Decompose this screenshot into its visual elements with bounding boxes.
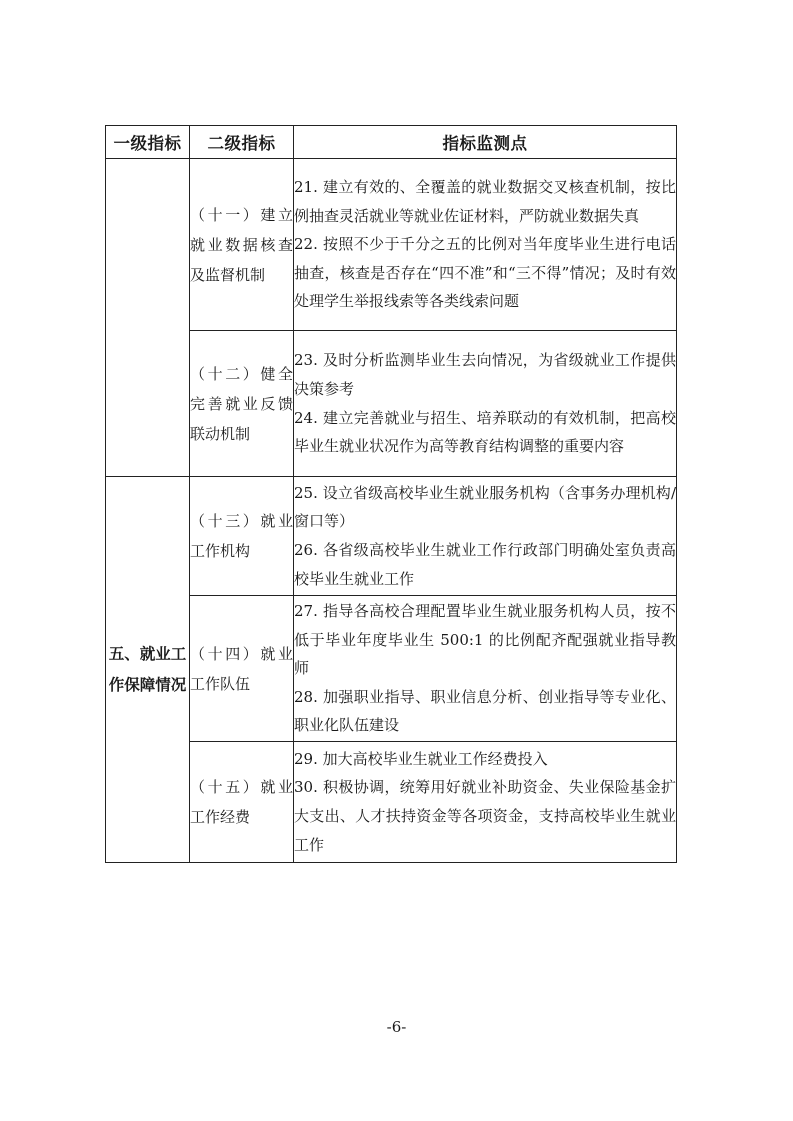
point-item: 28. 加强职业指导、职业信息分析、创业指导等专业化、职业化队伍建设 bbox=[294, 687, 676, 735]
point-item: 23. 及时分析监测毕业生去向情况，为省级就业工作提供决策参考 bbox=[294, 351, 676, 398]
point-item: 27. 指导各高校合理配置毕业生就业服务机构人员，按不低于毕业年度毕业生 500:1 的比例配齐配强就业指导教师 bbox=[294, 602, 676, 678]
level2-cell: （十五）就业工作经费 bbox=[190, 742, 294, 863]
table-row bbox=[106, 742, 677, 863]
table-row bbox=[106, 331, 677, 477]
level2-cell: （十四）就业工作队伍 bbox=[190, 596, 294, 742]
level1-cell: 五、就业工作保障情况 bbox=[106, 477, 190, 863]
header-points: 指标监测点 bbox=[294, 126, 677, 159]
table-row bbox=[106, 477, 677, 596]
point-item: 22. 按照不少于千分之五的比例对当年度毕业生进行电话抽查，核查是否存在“四不准”和“三不得”情况；及时有效处理学生举报线索等各类线索问题 bbox=[294, 235, 676, 311]
point-item: 25. 设立省级高校毕业生就业服务机构（含事务办理机构/窗口等） bbox=[294, 483, 676, 531]
points-cell bbox=[294, 742, 677, 863]
points-cell bbox=[294, 477, 677, 596]
level2-cell: （十三）就业工作机构 bbox=[190, 477, 294, 596]
level2-cell: （十一）建立就业数据核查及监督机制 bbox=[190, 159, 294, 331]
table-row bbox=[106, 596, 677, 742]
level2-cell: （十二）健全完善就业反馈联动机制 bbox=[190, 331, 294, 477]
points-cell bbox=[294, 159, 677, 331]
table-row bbox=[106, 159, 677, 331]
header-level1: 一级指标 bbox=[106, 126, 190, 159]
indicator-table bbox=[105, 125, 677, 863]
point-item: 21. 建立有效的、全覆盖的就业数据交叉核查机制，按比例抽查灵活就业等就业佐证材料，严防就业数据失真 bbox=[294, 178, 676, 225]
table-header-row bbox=[106, 126, 677, 159]
point-item: 24. 建立完善就业与招生、培养联动的有效机制，把高校毕业生就业状况作为高等教育结构调整的重要内容 bbox=[294, 408, 676, 456]
header-level2: 二级指标 bbox=[190, 126, 294, 159]
points-cell bbox=[294, 331, 677, 477]
points-cell bbox=[294, 596, 677, 742]
level1-cell-continued bbox=[106, 159, 190, 477]
point-item: 26. 各省级高校毕业生就业工作行政部门明确处室负责高校毕业生就业工作 bbox=[294, 541, 676, 588]
point-item: 30. 积极协调，统筹用好就业补助资金、失业保险基金扩大支出、人才扶持资金等各项资金，支持高校毕业生就业工作 bbox=[294, 778, 676, 854]
point-item: 29. 加大高校毕业生就业工作经费投入 bbox=[294, 749, 548, 768]
page-number: -6- bbox=[386, 1018, 407, 1036]
